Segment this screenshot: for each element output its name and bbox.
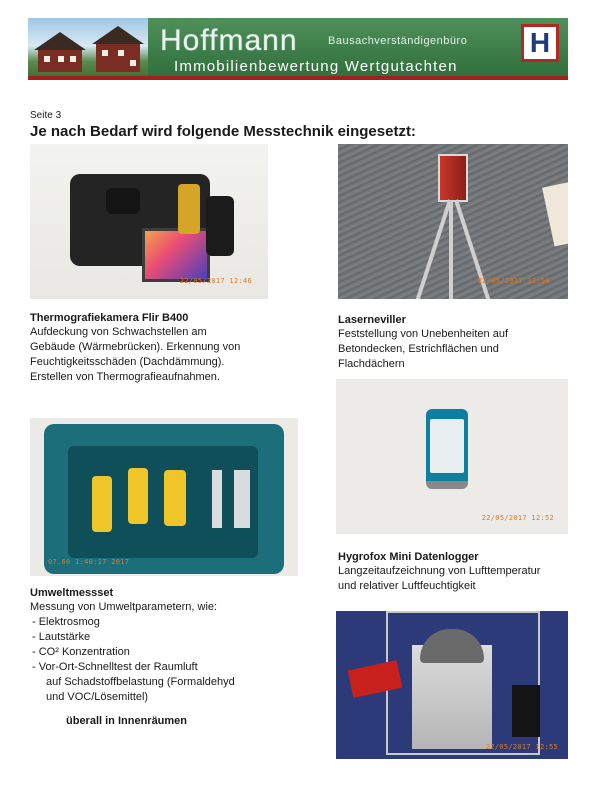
hygro-line-2: und relativer Luftfeuchtigkeit bbox=[338, 580, 476, 592]
umwelt-bullet: - Lautstärke bbox=[32, 631, 91, 643]
black-pouch bbox=[512, 685, 540, 737]
header-banner bbox=[28, 18, 568, 80]
umwelt-bullet-cont: und VOC/Lösemittel) bbox=[46, 691, 149, 703]
header-stripe bbox=[28, 76, 568, 80]
company-subtitle: Bausachverständigenbüro bbox=[328, 35, 468, 47]
page-title: Je nach Bedarf wird folgende Messtechnik eingesetzt: bbox=[30, 123, 416, 140]
umwelt-bullet: - Elektrosmog bbox=[32, 616, 100, 628]
laser-line-1: Feststellung von Unebenheiten auf bbox=[338, 328, 509, 340]
hygrofox-label bbox=[430, 419, 464, 473]
photo-timestamp: 22/05/2017 12:50 bbox=[477, 277, 550, 285]
laser-title: Laserneviller bbox=[338, 314, 406, 326]
meter-device bbox=[128, 468, 148, 524]
test-tube bbox=[212, 470, 222, 528]
thermo-line-3: Feuchtigkeitsschäden (Dachdämmung). bbox=[30, 356, 225, 368]
laser-line-3: Flachdächern bbox=[338, 358, 405, 370]
hygrofox-cap bbox=[426, 481, 468, 489]
camera-strap bbox=[206, 196, 234, 256]
tripod-leg bbox=[449, 200, 453, 299]
laser-line-2: Betondecken, Estrichflächen und bbox=[338, 343, 499, 355]
photo-timestamp: 22/05/2017 12:46 bbox=[179, 277, 252, 285]
umwelt-bullet: - Vor-Ort-Schnelltest der Raumluft bbox=[32, 661, 198, 673]
photo-timestamp: 22/05/2017 12:52 bbox=[481, 514, 554, 522]
photo-timestamp: 22/05/2017 12:55 bbox=[485, 743, 558, 751]
hygrofox-photo bbox=[336, 379, 568, 534]
umwelt-footer: überall in Innenräumen bbox=[66, 715, 188, 727]
laser-unit bbox=[438, 154, 468, 202]
hygro-line-1: Langzeitaufzeichnung von Lufttemperatur bbox=[338, 565, 541, 577]
umwelt-bullet-cont: auf Schadstoffbelastung (Formaldehyd bbox=[46, 676, 235, 688]
hygro-title: Hygrofox Mini Datenlogger bbox=[338, 551, 479, 563]
thermo-line-1: Aufdeckung von Schwachstellen am bbox=[30, 326, 207, 338]
umwelt-title: Umweltmessset bbox=[30, 587, 114, 599]
camera-screen bbox=[142, 228, 210, 282]
thermo-line-4: Erstellen von Thermografieaufnahmen. bbox=[30, 371, 220, 383]
hygrofox-device bbox=[426, 409, 468, 487]
header-house-photo bbox=[28, 18, 148, 80]
paper-card bbox=[542, 182, 568, 247]
tripod-leg bbox=[414, 199, 452, 299]
air-sampler-photo bbox=[336, 611, 568, 759]
page-number: Seite 3 bbox=[30, 110, 62, 121]
photo-timestamp: 07.60 1:40:17 2017 bbox=[48, 558, 130, 566]
thermal-camera-photo bbox=[30, 144, 268, 299]
camera-lens bbox=[106, 188, 140, 214]
umwelt-intro: Messung von Umweltparametern, wie: bbox=[30, 601, 218, 613]
camera-trim bbox=[178, 184, 200, 234]
umwelt-bullet: - CO² Konzentration bbox=[32, 646, 130, 658]
company-tagline: Immobilienbewertung Wertgutachten bbox=[174, 58, 458, 75]
company-name: Hoffmann bbox=[160, 24, 298, 57]
thermo-line-2: Gebäude (Wärmebrücken). Erkennung von bbox=[30, 341, 241, 353]
company-logo bbox=[521, 24, 559, 62]
test-tube bbox=[234, 470, 250, 528]
meter-device bbox=[92, 476, 112, 532]
thermo-title: Thermografiekamera Flir B400 bbox=[30, 312, 189, 324]
meter-device bbox=[164, 470, 186, 526]
logo-letter: H bbox=[529, 27, 551, 58]
laser-level-photo bbox=[338, 144, 568, 299]
environment-kit-photo bbox=[30, 418, 298, 576]
